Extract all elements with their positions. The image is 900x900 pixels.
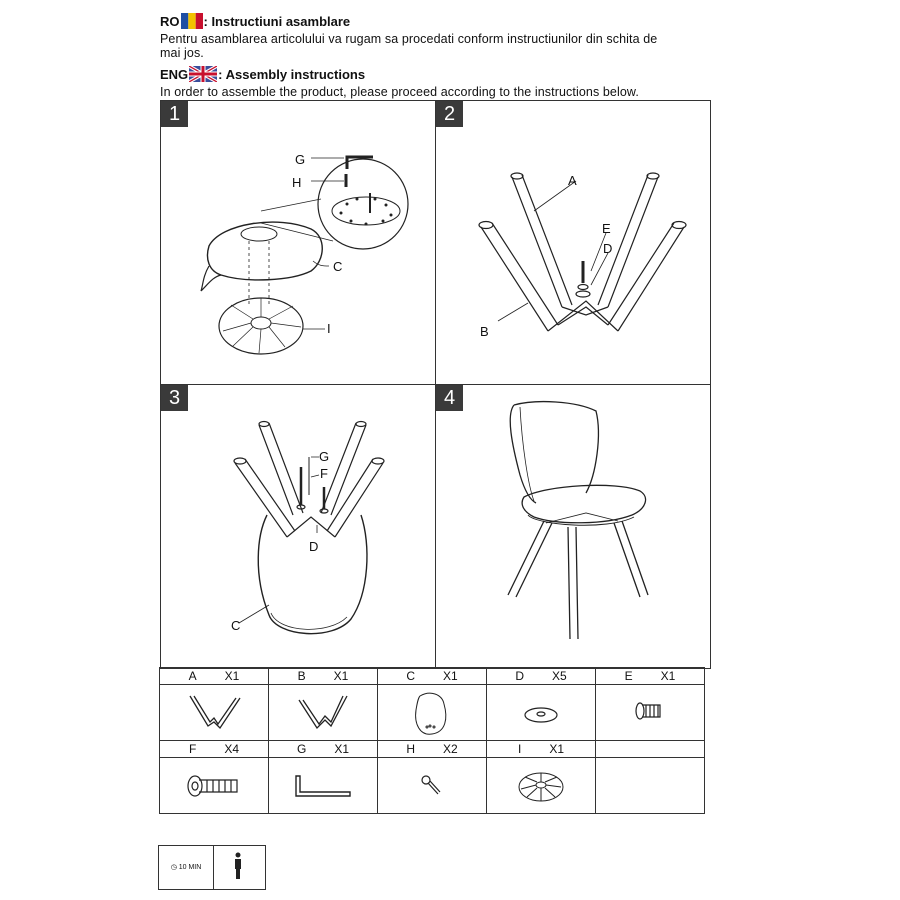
label-f: F — [320, 466, 328, 481]
part-e-image — [596, 685, 705, 741]
step-2-number: 2 — [436, 101, 463, 127]
label-e: E — [602, 221, 611, 236]
finished-chair-icon — [436, 385, 711, 669]
assembly-time-box — [158, 845, 266, 890]
label-c: C — [231, 618, 241, 633]
ro-code: RO — [160, 14, 180, 29]
empty-image-cell — [596, 758, 705, 814]
ro-text-line-2: mai jos. — [160, 46, 204, 60]
part-h-image — [378, 758, 487, 814]
label-a: A — [568, 173, 577, 188]
step-2-panel — [435, 100, 711, 385]
zoom-detail-circle — [318, 159, 408, 249]
part-b-header: B X1 — [269, 668, 378, 685]
leg-frame-b-icon — [293, 690, 353, 735]
step-1-number: 1 — [161, 101, 188, 127]
part-a-image — [160, 685, 269, 741]
part-d-header: D X5 — [487, 668, 596, 685]
seat-shell-icon — [402, 688, 462, 738]
eng-header — [160, 66, 639, 99]
person-count — [214, 846, 266, 889]
parts-table — [159, 667, 705, 814]
label-c: C — [333, 259, 343, 274]
ro-header — [160, 13, 657, 60]
washer-icon — [511, 693, 571, 733]
step-3-diagram — [161, 385, 436, 669]
eng-code: ENG — [160, 67, 189, 82]
eng-title: : Assembly instructions — [218, 67, 366, 82]
part-g-header: G X1 — [269, 741, 378, 758]
allen-key-icon — [288, 766, 358, 806]
person-icon — [214, 846, 266, 889]
label-d: D — [603, 241, 613, 256]
part-h-header: H X2 — [378, 741, 487, 758]
time-label: 10 MIN — [178, 864, 202, 871]
part-g-image — [269, 758, 378, 814]
screw-icon — [402, 766, 462, 806]
assembly-time — [159, 846, 214, 889]
part-d-image — [487, 685, 596, 741]
cushion-plate-icon — [511, 763, 571, 808]
bolt-short-icon — [620, 693, 680, 733]
romania-flag-icon — [181, 13, 203, 32]
part-e-header: E X1 — [596, 668, 705, 685]
ro-title-line — [160, 13, 657, 32]
ro-title: : Instructiuni asamblare — [203, 14, 351, 29]
step-4-panel — [435, 384, 711, 669]
label-g: G — [295, 152, 306, 167]
eng-title-line — [160, 66, 639, 85]
label-h: H — [292, 175, 302, 190]
ro-text-line-1: Pentru asamblarea articolului va rugam sa procedati conform instructiunilor din schita de — [160, 32, 658, 46]
part-i-image — [487, 758, 596, 814]
clock-icon: ◷ — [170, 864, 177, 871]
part-f-image — [160, 758, 269, 814]
step-1-panel — [160, 100, 436, 385]
step-3-number: 3 — [161, 385, 188, 411]
part-b-image — [269, 685, 378, 741]
part-f-header: F X4 — [160, 741, 269, 758]
part-c-header: C X1 — [378, 668, 487, 685]
step-2-diagram — [436, 101, 711, 385]
eng-text-line-1: In order to assemble the product, please proceed according to the instructions below. — [160, 85, 639, 99]
step-4-number: 4 — [436, 385, 463, 411]
part-c-image — [378, 685, 487, 741]
uk-flag-icon — [189, 66, 217, 85]
step-3-panel — [160, 384, 436, 669]
label-i: I — [327, 321, 331, 336]
label-d: D — [309, 539, 319, 554]
step-1-diagram — [161, 101, 436, 385]
label-g: G — [319, 449, 330, 464]
leg-frame-a-icon — [184, 690, 244, 735]
bolt-long-icon — [179, 766, 249, 806]
part-i-header: I X1 — [487, 741, 596, 758]
part-a-header: A X1 — [160, 668, 269, 685]
empty-header-cell — [596, 741, 705, 758]
label-b: B — [480, 324, 489, 339]
